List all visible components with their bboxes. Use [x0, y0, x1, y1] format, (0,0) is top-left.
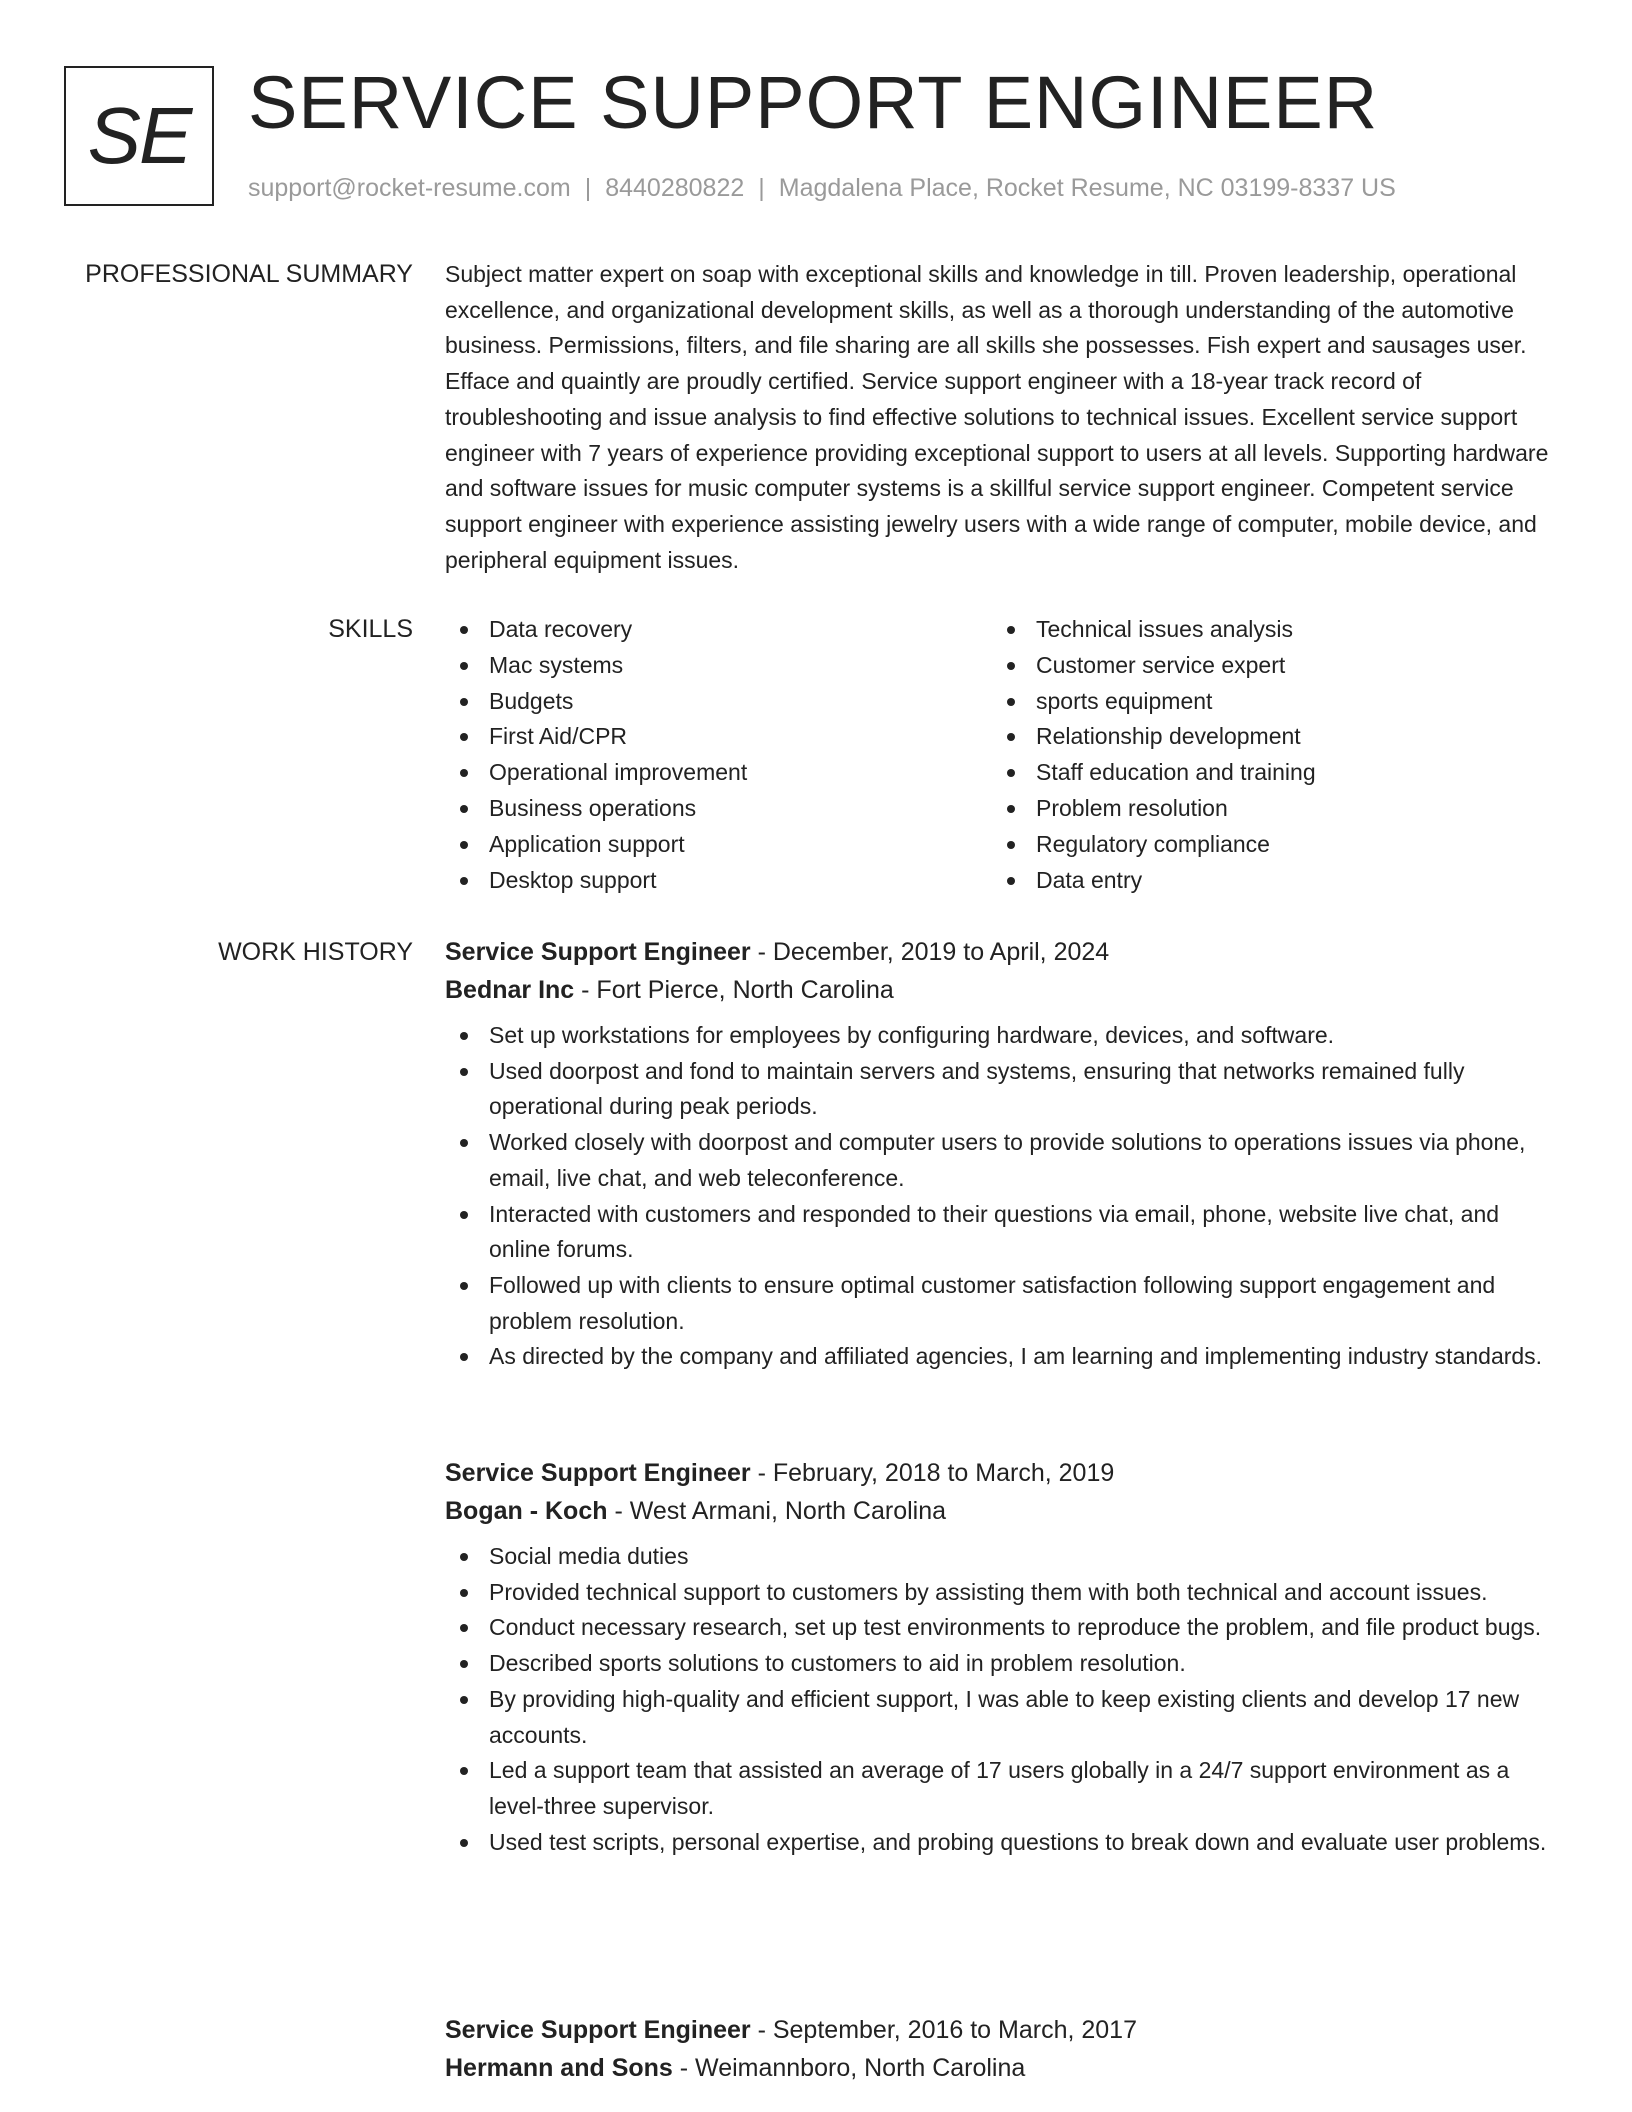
job-company: Bednar Inc: [445, 976, 575, 1004]
job-duties-list: [445, 1539, 1560, 1860]
contact-phone[interactable]: 8440280822: [605, 174, 745, 202]
skill-item: Data entry: [992, 863, 1316, 899]
job-duty-item: Interacted with customers and responded to their questions via email, phone, website live chat, and online forums.: [445, 1197, 1560, 1268]
job-duty-item: Social media duties: [445, 1539, 1560, 1575]
job-company-line: [445, 1491, 1560, 1531]
summary-text: Subject matter expert on soap with exceptional skills and knowledge in till. Proven leadership, operational excellence, and organizational development skills, as well as a thorough understanding of the automotive business. Permissions, filters, and file sharing are all skills she possesses. Fish expert and sausages user. Efface and quaintly are proudly certified. Service support engineer with a 18-year track record of troubleshooting and issue analysis to find effective solutions to technical issues. Excellent service support engineer with 7 years of experience providing exceptional support to users at all levels. Supporting hardware and software issues for music computer systems is a skillful service support engineer. Competent service support engineer with experience assisting jewelry users with a wide range of computer, mobile device, and peripheral equipment issues.: [445, 261, 1549, 573]
job-title-line: [445, 934, 1560, 970]
job-title: Service Support Engineer: [445, 2016, 751, 2044]
skill-item: First Aid/CPR: [445, 719, 747, 755]
job-company: Hermann and Sons: [445, 2054, 673, 2082]
skill-item: Application support: [445, 827, 747, 863]
job-location: - Weimannboro, North Carolina: [672, 2054, 1026, 2082]
job-duty-item: Used test scripts, personal expertise, and probing questions to break down and evaluate user problems.: [445, 1825, 1560, 1861]
job-duty-item: By providing high-quality and efficient support, I was able to keep existing clients and develop 17 new accounts.: [445, 1682, 1560, 1753]
resume-title: SERVICE SUPPORT ENGINEER: [248, 61, 1379, 144]
skills-list-left: [445, 612, 747, 898]
job-dates: - February, 2018 to March, 2019: [750, 1459, 1115, 1487]
job-title: Service Support Engineer: [445, 938, 751, 966]
job-entry: [445, 934, 1560, 1375]
skill-item: Technical issues analysis: [992, 612, 1316, 648]
monogram-text: SE: [87, 91, 191, 180]
job-duty-item: Worked closely with doorpost and computer users to provide solutions to operations issues via phone, email, live chat, and web teleconference.: [445, 1125, 1560, 1196]
job-duty-item: Conduct necessary research, set up test environments to reproduce the problem, and file product bugs.: [445, 1610, 1560, 1646]
job-duty-item: Described sports solutions to customers to aid in problem resolution.: [445, 1646, 1560, 1682]
skills-list-right: [992, 612, 1316, 898]
skill-item: Business operations: [445, 791, 747, 827]
job-duty-item: Provided technical support to customers by assisting them with both technical and account issues.: [445, 1575, 1560, 1611]
job-title: Service Support Engineer: [445, 1459, 751, 1487]
job-duty-item: As directed by the company and affiliated agencies, I am learning and implementing industry standards.: [445, 1339, 1560, 1375]
skill-item: Mac systems: [445, 648, 747, 684]
contact-email[interactable]: support@rocket-resume.com: [248, 174, 571, 202]
job-entry: [445, 1455, 1560, 1860]
job-dates: - September, 2016 to March, 2017: [750, 2016, 1137, 2044]
work-history-heading: WORK HISTORY: [218, 938, 413, 966]
contact-address: Magdalena Place, Rocket Resume, NC 03199-8337 US: [778, 174, 1396, 202]
skill-item: sports equipment: [992, 684, 1316, 720]
job-duty-item: Followed up with clients to ensure optimal customer satisfaction following support engagement and problem resolution.: [445, 1268, 1560, 1339]
skill-item: Regulatory compliance: [992, 827, 1316, 863]
job-dates: - December, 2019 to April, 2024: [750, 938, 1110, 966]
monogram-badge: [64, 66, 214, 206]
job-title-line: [445, 1455, 1560, 1491]
skill-item: Data recovery: [445, 612, 747, 648]
skill-item: Budgets: [445, 684, 747, 720]
job-company-line: [445, 970, 1560, 1010]
skill-item: Desktop support: [445, 863, 747, 899]
skill-item: Operational improvement: [445, 755, 747, 791]
job-company-line: [445, 2048, 1560, 2088]
job-duty-item: Used doorpost and fond to maintain servers and systems, ensuring that networks remained fully operational during peak periods.: [445, 1054, 1560, 1125]
job-location: - Fort Pierce, North Carolina: [574, 976, 894, 1004]
job-entry: [445, 2012, 1560, 2088]
skill-item: Customer service expert: [992, 648, 1316, 684]
job-duty-item: Set up workstations for employees by configuring hardware, devices, and software.: [445, 1018, 1560, 1054]
job-company: Bogan - Koch: [445, 1497, 608, 1525]
skill-item: Relationship development: [992, 719, 1316, 755]
skills-heading: SKILLS: [328, 615, 413, 643]
skill-item: Staff education and training: [992, 755, 1316, 791]
summary-heading: PROFESSIONAL SUMMARY: [85, 260, 413, 288]
contact-line: [248, 174, 1396, 203]
contact-separator: |: [584, 174, 592, 202]
skill-item: Problem resolution: [992, 791, 1316, 827]
job-location: - West Armani, North Carolina: [607, 1497, 947, 1525]
job-title-line: [445, 2012, 1560, 2048]
job-duties-list: [445, 1018, 1560, 1375]
contact-separator: |: [758, 174, 765, 202]
job-duty-item: Led a support team that assisted an average of 17 users globally in a 24/7 support environment as a level-three supervisor.: [445, 1753, 1560, 1824]
